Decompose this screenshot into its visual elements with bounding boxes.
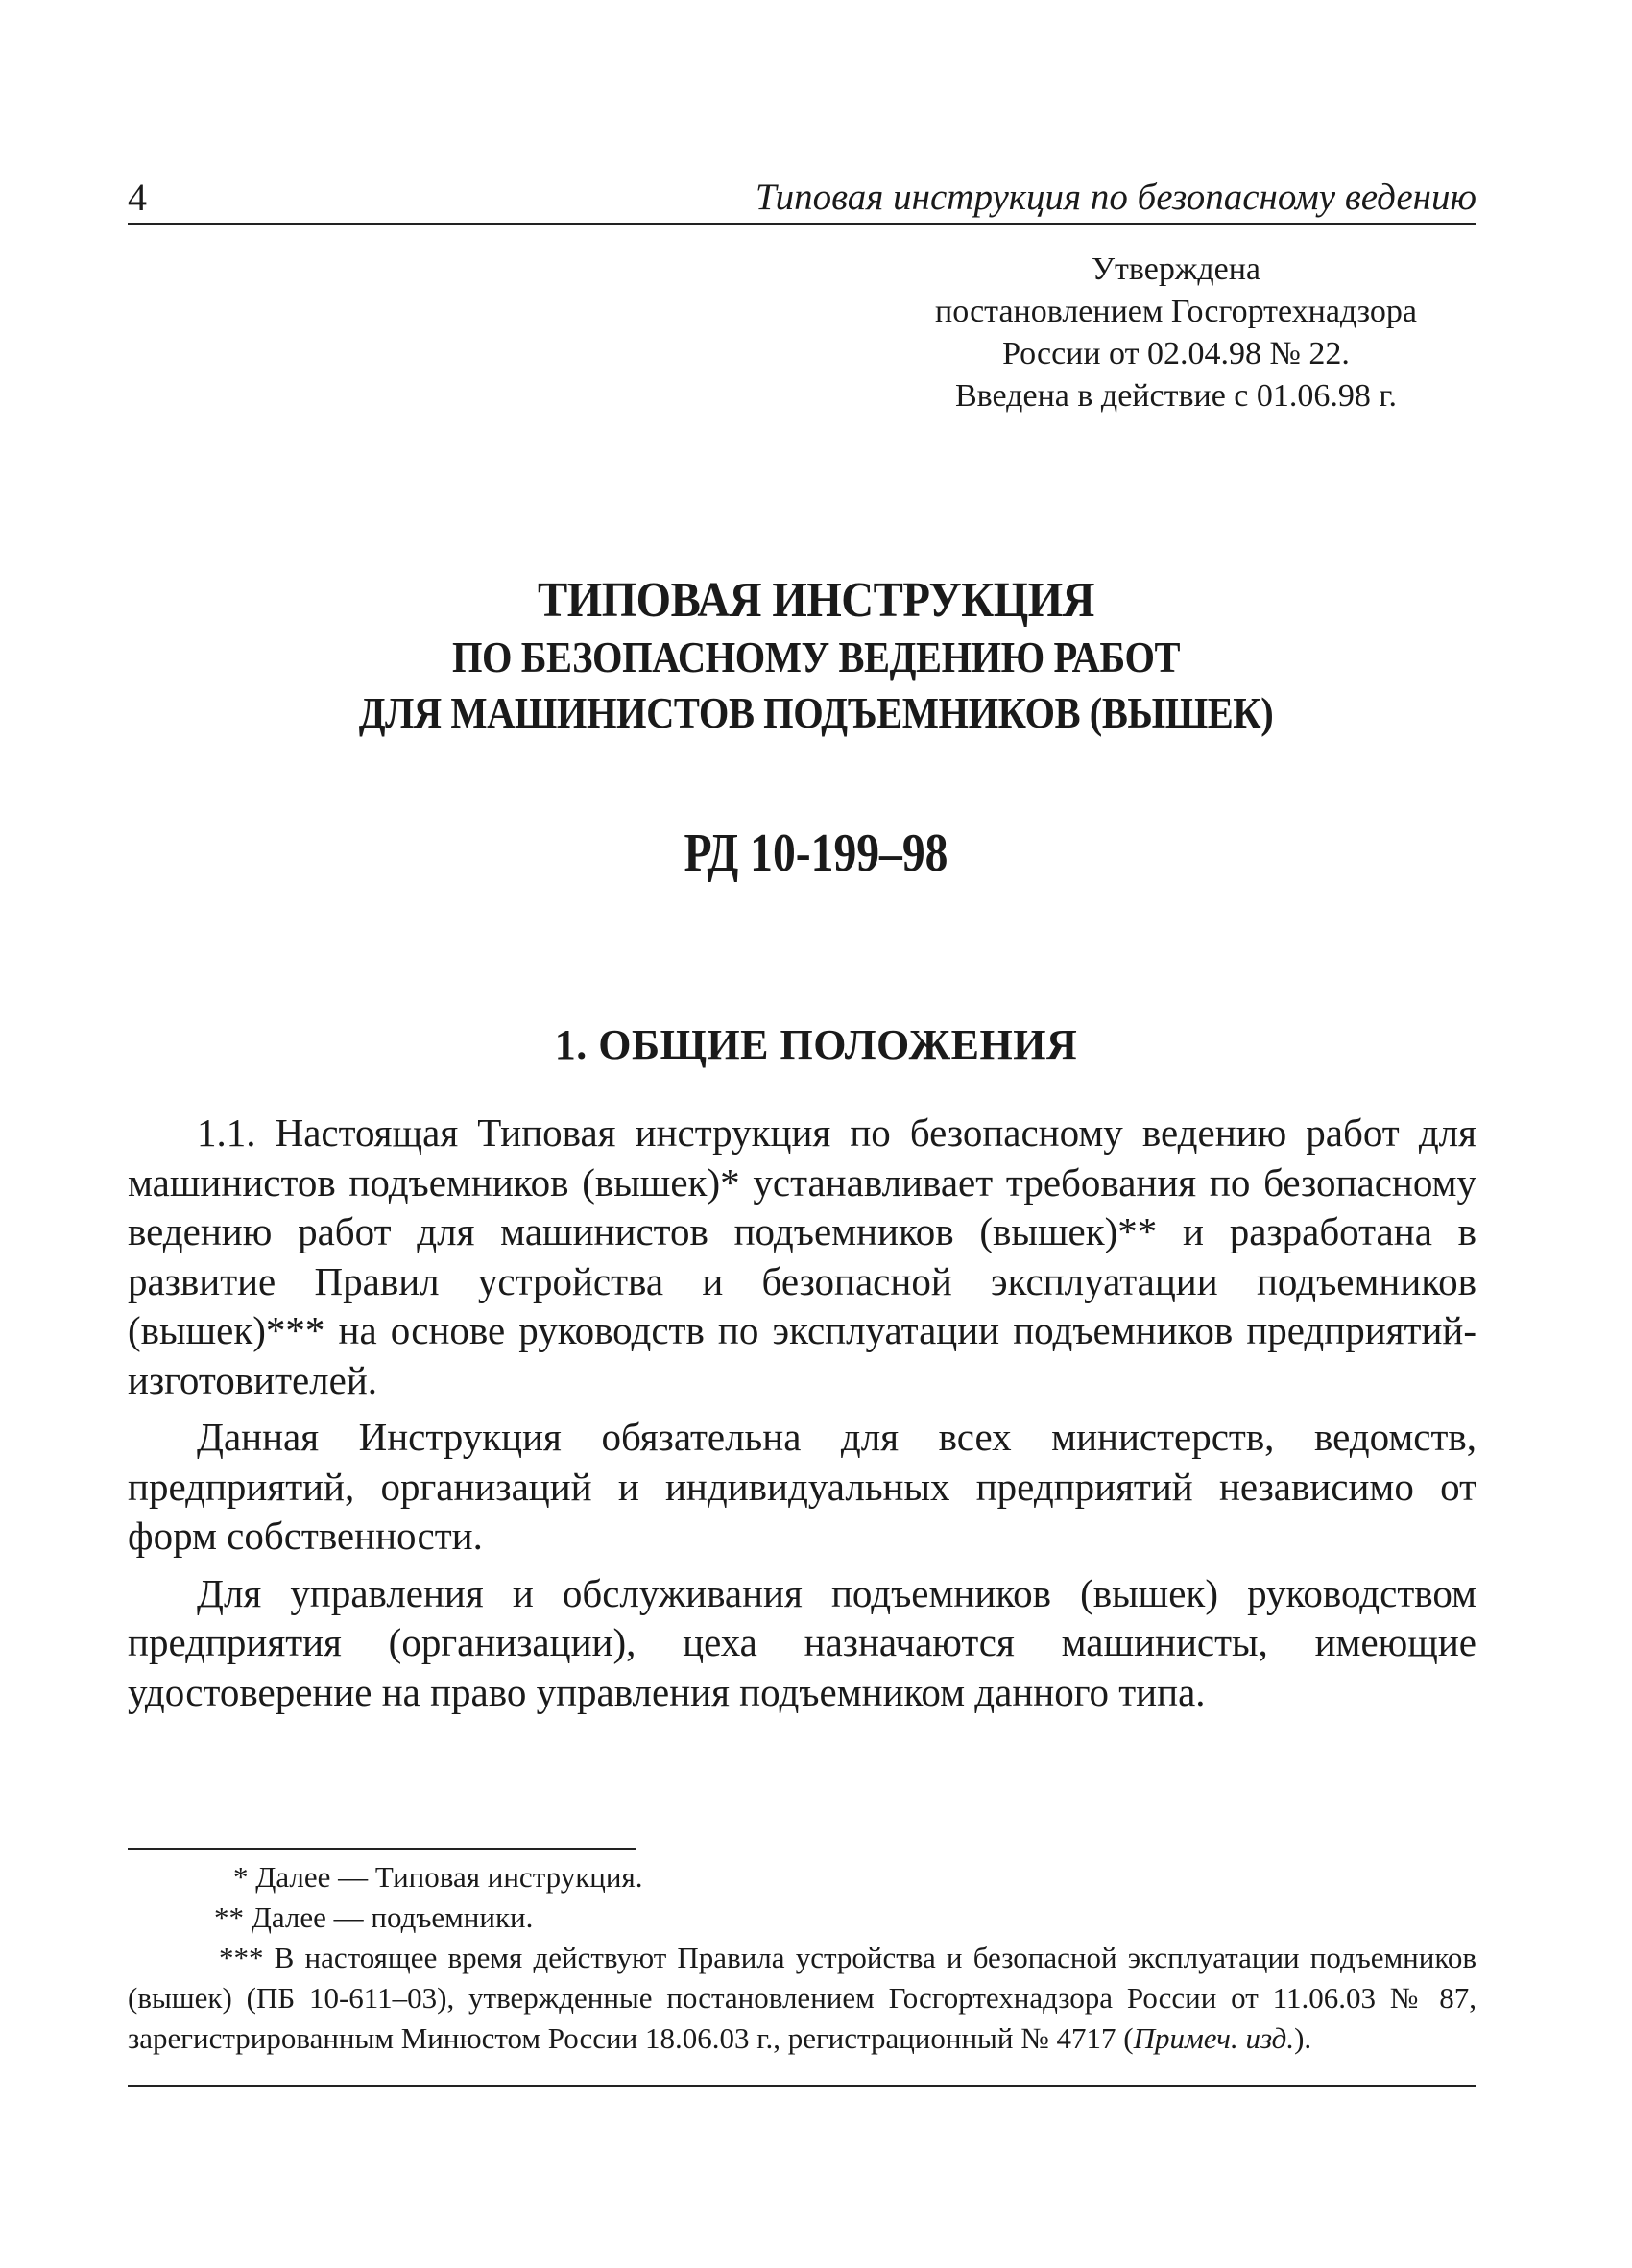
approval-line: Утверждена xyxy=(1091,251,1261,287)
paragraph: Данная Инструкция обязательна для всех министерств, ведомств, предприятий, организаций и индивидуальных предприятий независимо от форм собственности. xyxy=(128,1415,1476,1558)
footnote-rule xyxy=(128,1848,636,1850)
page-number: 4 xyxy=(128,176,147,219)
title-line-2: ПО БЕЗОПАСНОМУ ВЕДЕНИЮ РАБОТ xyxy=(451,633,1181,681)
approval-line: России от 02.04.98 № 22. xyxy=(1002,336,1350,371)
footnote-3 xyxy=(128,1938,1476,2059)
footnote-3-end: ). xyxy=(1294,2021,1312,2055)
approval-block xyxy=(845,249,1507,418)
footnotes xyxy=(128,1857,1476,2059)
paragraph: Для управления и обслуживания подъемников (вышек) руководством предприятия (организации), цеха назначаются машинисты, имеющие удостоверение на право управления подъемником данного типа. xyxy=(128,1570,1476,1714)
section-heading: 1. ОБЩИЕ ПОЛОЖЕНИЯ xyxy=(554,1021,1078,1068)
document-title xyxy=(192,572,1440,741)
header-rule xyxy=(128,223,1476,225)
document-code: РД 10-199–98 xyxy=(684,824,948,883)
title-main: ТИПОВАЯ ИНСТРУКЦИЯ xyxy=(537,573,1094,628)
approval-line: постановлением Госгортехнадзора xyxy=(935,294,1417,329)
running-header xyxy=(128,176,1476,224)
approval-line: Введена в действие с 01.06.98 г. xyxy=(955,378,1397,414)
footnote-3-editor-note: Примеч. изд. xyxy=(1133,2021,1295,2055)
section-body xyxy=(128,1109,1476,1725)
bottom-rule xyxy=(128,2085,1476,2087)
title-line-3: ДЛЯ МАШИНИСТОВ ПОДЪЕМНИКОВ (ВЫШЕК) xyxy=(358,688,1274,737)
footnote-2: ** Далее — подъемники. xyxy=(214,1900,534,1934)
running-title: Типовая инструкция по безопасному ведению xyxy=(755,177,1476,218)
footnote-3-text: *** В настоящее время действуют Правила устройства и безопасной эксплуатации подъемников (вышек) (ПБ 10-611–03), утвержденные постановлением Госгортехнадзора России от 11.06.03 № 87, зарегистрированным Минюстом России 18.06.03 г., регистрационный № 4717 ( xyxy=(128,1941,1476,2055)
paragraph: 1.1. Настоящая Типовая инструкция по безопасному ведению работ для машинистов подъемников (вышек)* устанавливает требования по безопасному ведению работ для машинистов подъемников (вышек)** и разработана в развитие Правил устройства и безопасной эксплуатации подъемников (вышек)*** на основе руководств по эксплуатации подъемников предприятий-изготовителей. xyxy=(128,1110,1476,1402)
footnote-1: * Далее — Типовая инструкция. xyxy=(233,1860,643,1894)
